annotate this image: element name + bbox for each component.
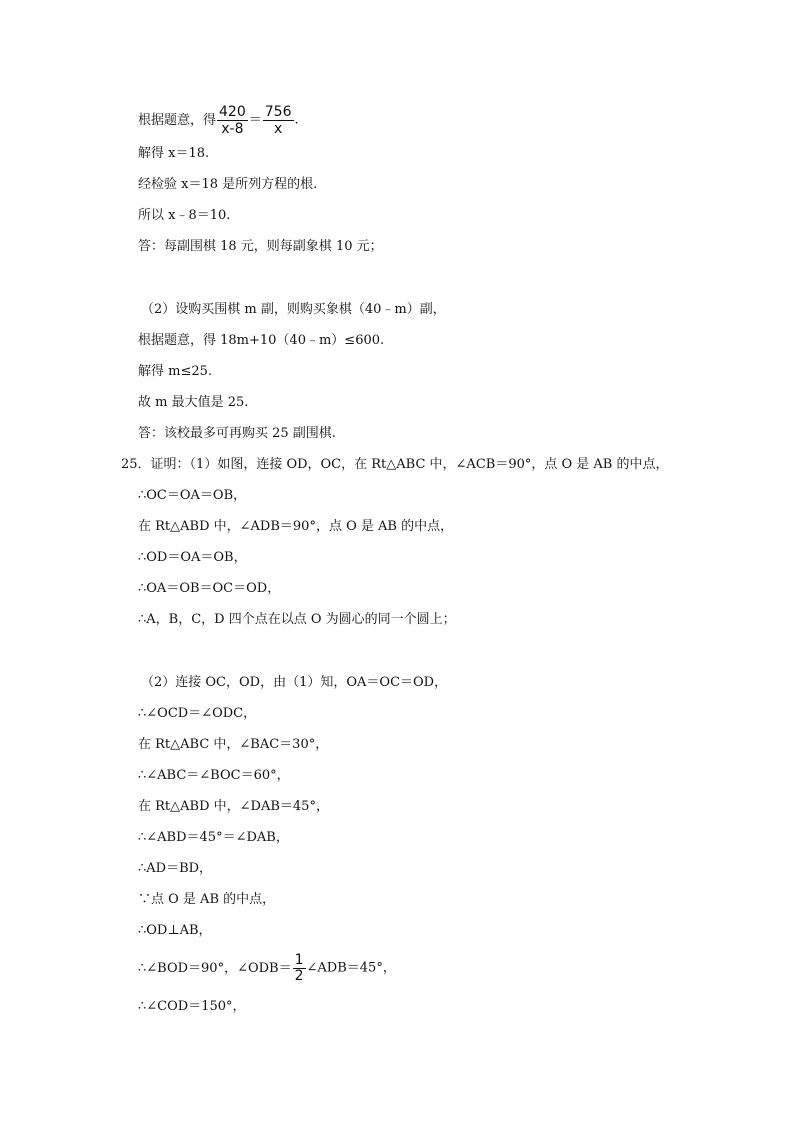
fraction-numerator: 1 (294, 952, 304, 968)
question-25-heading: 25．证明：（1）如图，连接 OD，OC，在 Rt△ABC 中，∠ACB＝90°，点 O 是 AB 的中点， (121, 457, 669, 472)
fraction-numerator: 756 (264, 104, 292, 120)
proof-line: ∴OA＝OB＝OC＝OD， (138, 581, 281, 596)
part2-setup-line: （2）设购买围棋 m 副，则购买象棋（40﹣m）副， (141, 302, 446, 317)
part2-inequality-line: 根据题意，得 18m+10（40﹣m）≤600. (138, 333, 385, 348)
equation-suffix: . (294, 112, 299, 128)
proof-line: ∴OD⊥AB， (138, 923, 212, 938)
equation-line (138, 104, 299, 137)
equals-sign: ＝ (248, 112, 262, 128)
fraction-420-over-x-minus-8 (217, 104, 248, 137)
proof-part2-heading: （2）连接 OC，OD，由（1）知，OA＝OC＝OD， (141, 675, 448, 690)
result-text-line: 所以 x﹣8＝10. (138, 208, 231, 223)
proof-line: 在 Rt△ABD 中，∠ADB＝90°，点 O 是 AB 的中点， (138, 519, 454, 534)
proof-line: ∴OC＝OA＝OB， (138, 488, 247, 503)
equation-prefix: 根据题意，得 (138, 113, 217, 128)
proof-conclusion-line: ∴A，B，C，D 四个点在以点 O 为圆心的同一个圆上； (138, 612, 456, 627)
fraction-numerator: 420 (219, 104, 246, 120)
proof-line: 在 Rt△ABD 中，∠DAB＝45°， (138, 799, 329, 814)
answer-text-line: 答：每副围棋 18 元，则每副象棋 10 元； (138, 239, 383, 254)
fraction-denominator: 2 (294, 968, 304, 984)
proof-line: ∴∠OCD＝∠ODC， (138, 706, 257, 721)
proof-line-prefix: ∴∠BOD＝90°，∠ODB＝ (138, 961, 292, 976)
proof-line: 在 Rt△ABC 中，∠BAC＝30°， (138, 737, 329, 752)
solution-text-line: 解得 x＝18. (138, 146, 210, 161)
fraction-one-half (293, 953, 306, 984)
fraction-denominator: x-8 (221, 121, 244, 137)
proof-line: ∴∠COD＝150°， (138, 999, 246, 1014)
proof-line: ∴OD＝OA＝OB， (138, 550, 247, 565)
proof-line: ∴AD＝BD， (138, 861, 213, 876)
proof-line-with-fraction (138, 953, 396, 984)
proof-line: ∴∠ABD＝45°＝∠DAB， (138, 830, 289, 845)
part2-max-line: 故 m 最大值是 25. (138, 395, 249, 410)
fraction-denominator: x (273, 121, 283, 137)
part2-answer-line: 答：该校最多可再购买 25 副围棋. (138, 426, 336, 441)
proof-line-suffix: ∠ADB＝45°， (306, 960, 396, 976)
part2-solution-line: 解得 m≤25. (138, 364, 213, 379)
proof-line: ∵点 O 是 AB 的中点， (138, 892, 276, 907)
proof-line: ∴∠ABC＝∠BOC＝60°， (138, 768, 290, 783)
fraction-756-over-x (263, 104, 294, 137)
check-text-line: 经检验 x＝18 是所列方程的根. (138, 177, 318, 192)
